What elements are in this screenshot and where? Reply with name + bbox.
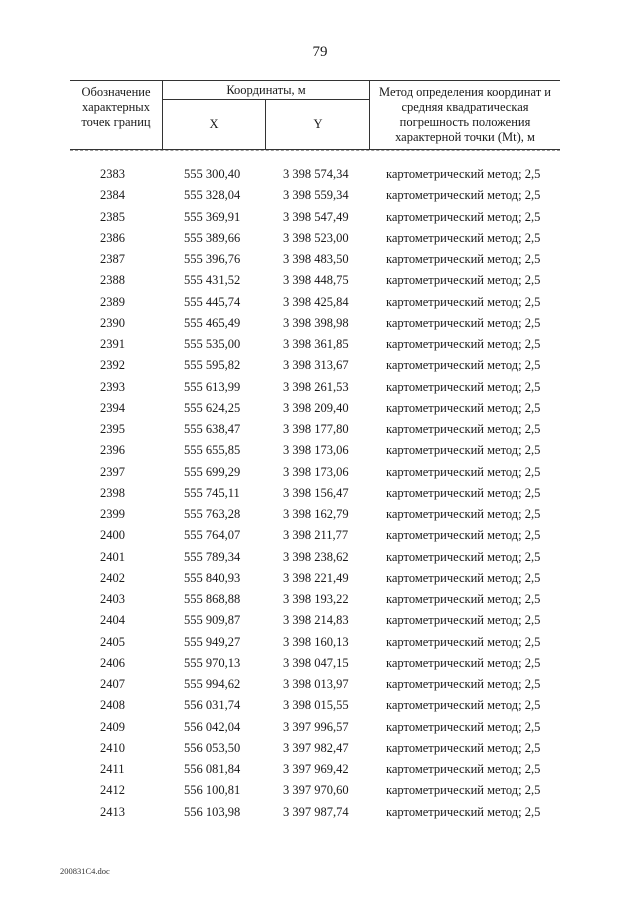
coord-x: 555 994,62 <box>184 677 241 691</box>
table-row <box>70 313 570 334</box>
coord-x: 555 431,52 <box>184 273 241 288</box>
coord-y: 3 398 398,98 <box>283 315 349 330</box>
point-number: 2409 <box>100 719 125 734</box>
point-number: 2397 <box>100 464 125 479</box>
table-row <box>70 504 570 525</box>
method-text: картометрический метод; 2,5 <box>386 634 541 649</box>
point-number: 2383 <box>100 167 125 181</box>
method-text: картометрический метод; 2,5 <box>386 485 541 500</box>
header-y-label: Y <box>313 117 323 131</box>
point-number: 2387 <box>100 252 125 266</box>
method-text: картометрический метод; 2,5 <box>386 677 541 691</box>
method-text: картометрический метод; 2,5 <box>386 315 541 330</box>
table-row <box>70 440 570 461</box>
coord-y: 3 398 574,34 <box>283 167 349 181</box>
coord-y: 3 398 211,77 <box>283 528 349 543</box>
point-number: 2413 <box>100 804 125 819</box>
table-row <box>70 270 570 291</box>
coord-x: 555 638,47 <box>184 422 241 436</box>
coord-y: 3 397 982,47 <box>283 740 349 755</box>
table-row <box>70 738 570 759</box>
coord-x: 555 909,87 <box>184 613 241 628</box>
method-text: картометрический метод; 2,5 <box>386 570 541 585</box>
table-row <box>70 207 570 228</box>
point-number: 2403 <box>100 592 125 606</box>
coord-y: 3 398 193,22 <box>283 592 349 606</box>
header-coords-group <box>162 81 370 149</box>
coord-x: 555 789,34 <box>184 549 241 564</box>
method-text: картометрический метод; 2,5 <box>386 230 541 245</box>
method-text: картометрический метод; 2,5 <box>386 804 541 819</box>
point-number: 2412 <box>100 783 125 798</box>
coord-x: 555 624,25 <box>184 400 241 415</box>
coord-x: 556 042,04 <box>184 719 241 734</box>
method-text: картометрический метод; 2,5 <box>386 762 541 776</box>
header-divider <box>70 150 560 151</box>
table-row <box>70 547 570 568</box>
table-row <box>70 334 570 355</box>
method-text: картометрический метод; 2,5 <box>386 592 541 606</box>
coord-y: 3 397 969,42 <box>283 762 349 776</box>
method-text: картометрический метод; 2,5 <box>386 740 541 755</box>
method-text: картометрический метод; 2,5 <box>386 507 541 521</box>
coord-x: 555 465,49 <box>184 315 241 330</box>
point-number: 2407 <box>100 677 125 691</box>
table-row <box>70 780 570 801</box>
coord-x: 555 763,28 <box>184 507 241 521</box>
table-row <box>70 355 570 376</box>
point-number: 2400 <box>100 528 125 543</box>
coord-y: 3 398 209,40 <box>283 400 349 415</box>
table-row <box>70 632 570 653</box>
method-text: картометрический метод; 2,5 <box>386 655 541 670</box>
coord-y: 3 397 987,74 <box>283 804 349 819</box>
coord-x: 555 949,27 <box>184 634 241 649</box>
point-number: 2396 <box>100 443 125 458</box>
method-text: картометрический метод; 2,5 <box>386 209 541 224</box>
method-text: картометрический метод; 2,5 <box>386 528 541 543</box>
point-number: 2393 <box>100 379 125 394</box>
point-number: 2385 <box>100 209 125 224</box>
coord-x: 555 699,29 <box>184 464 241 479</box>
coord-y: 3 398 221,49 <box>283 570 349 585</box>
coord-y: 3 398 173,06 <box>283 464 349 479</box>
method-text: картометрический метод; 2,5 <box>386 167 541 181</box>
table-row <box>70 164 570 185</box>
point-number: 2408 <box>100 698 125 713</box>
point-number: 2411 <box>100 762 125 776</box>
coord-x: 555 535,00 <box>184 337 241 351</box>
point-number: 2399 <box>100 507 125 521</box>
coord-y: 3 397 996,57 <box>283 719 349 734</box>
table-row <box>70 185 570 206</box>
method-text: картометрический метод; 2,5 <box>386 613 541 628</box>
table-row <box>70 568 570 589</box>
point-number: 2390 <box>100 315 125 330</box>
coord-y: 3 398 177,80 <box>283 422 349 436</box>
table-row <box>70 759 570 780</box>
table-row <box>70 462 570 483</box>
table-row <box>70 249 570 270</box>
table-row <box>70 377 570 398</box>
coord-y: 3 398 361,85 <box>283 337 349 351</box>
method-text: картометрический метод; 2,5 <box>386 719 541 734</box>
coord-x: 555 595,82 <box>184 358 241 373</box>
coord-x: 555 396,76 <box>184 252 241 266</box>
method-text: картометрический метод; 2,5 <box>386 443 541 458</box>
coord-x: 556 053,50 <box>184 740 241 755</box>
coord-y: 3 398 214,83 <box>283 613 349 628</box>
coord-y: 3 397 970,60 <box>283 783 349 798</box>
coord-y: 3 398 261,53 <box>283 379 349 394</box>
coord-x: 555 840,93 <box>184 570 241 585</box>
table-row <box>70 717 570 738</box>
point-number: 2386 <box>100 230 125 245</box>
coord-x: 555 613,99 <box>184 379 241 394</box>
table-row <box>70 589 570 610</box>
coord-y: 3 398 547,49 <box>283 209 349 224</box>
point-number: 2388 <box>100 273 125 288</box>
method-text: картометрический метод; 2,5 <box>386 188 541 203</box>
footer-filename: 200831C4.doc <box>60 866 110 876</box>
table-row <box>70 292 570 313</box>
coord-y: 3 398 173,06 <box>283 443 349 458</box>
coord-x: 555 970,13 <box>184 655 241 670</box>
table-row <box>70 483 570 504</box>
coord-y: 3 398 559,34 <box>283 188 349 203</box>
point-number: 2392 <box>100 358 125 373</box>
coord-x: 555 328,04 <box>184 188 241 203</box>
coord-y: 3 398 160,13 <box>283 634 349 649</box>
header-mark-label: Обозначение характерных точек границ <box>81 85 151 129</box>
table-row <box>70 419 570 440</box>
coord-x: 556 031,74 <box>184 698 241 713</box>
coord-y: 3 398 015,55 <box>283 698 349 713</box>
method-text: картометрический метод; 2,5 <box>386 400 541 415</box>
table-row <box>70 802 570 823</box>
table-row <box>70 398 570 419</box>
method-text: картометрический метод; 2,5 <box>386 252 541 266</box>
coord-y: 3 398 047,15 <box>283 655 349 670</box>
coord-y: 3 398 313,67 <box>283 358 349 373</box>
table-row <box>70 610 570 631</box>
point-number: 2394 <box>100 400 125 415</box>
table-row <box>70 695 570 716</box>
table-row <box>70 674 570 695</box>
coord-x: 555 764,07 <box>184 528 241 543</box>
point-number: 2384 <box>100 188 125 203</box>
method-text: картометрический метод; 2,5 <box>386 358 541 373</box>
coord-x: 555 300,40 <box>184 167 241 181</box>
coord-x: 555 369,91 <box>184 209 241 224</box>
point-number: 2401 <box>100 549 125 564</box>
method-text: картометрический метод; 2,5 <box>386 379 541 394</box>
method-text: картометрический метод; 2,5 <box>386 698 541 713</box>
point-number: 2410 <box>100 740 125 755</box>
page-number: 79 <box>312 44 328 60</box>
coord-x: 556 100,81 <box>184 783 241 798</box>
point-number: 2404 <box>100 613 125 628</box>
table-body <box>70 164 570 823</box>
point-number: 2405 <box>100 634 125 649</box>
coord-y: 3 398 013,97 <box>283 677 349 691</box>
table-row <box>70 653 570 674</box>
point-number: 2398 <box>100 485 125 500</box>
table-header <box>70 80 560 150</box>
method-text: картометрический метод; 2,5 <box>386 337 541 351</box>
point-number: 2395 <box>100 422 125 436</box>
coord-y: 3 398 162,79 <box>283 507 349 521</box>
method-text: картометрический метод; 2,5 <box>386 549 541 564</box>
coord-y: 3 398 523,00 <box>283 230 349 245</box>
method-text: картометрический метод; 2,5 <box>386 422 541 436</box>
method-text: картометрический метод; 2,5 <box>386 783 541 798</box>
point-number: 2406 <box>100 655 125 670</box>
method-text: картометрический метод; 2,5 <box>386 294 541 309</box>
coord-x: 555 655,85 <box>184 443 241 458</box>
table-row <box>70 228 570 249</box>
coord-y: 3 398 483,50 <box>283 252 349 266</box>
header-x-label: X <box>163 100 266 149</box>
coord-y: 3 398 156,47 <box>283 485 349 500</box>
coord-x: 555 868,88 <box>184 592 241 606</box>
coord-y: 3 398 238,62 <box>283 549 349 564</box>
coord-x: 555 389,66 <box>184 230 241 245</box>
coord-x: 556 103,98 <box>184 804 241 819</box>
coord-y: 3 398 448,75 <box>283 273 349 288</box>
point-number: 2389 <box>100 294 125 309</box>
header-method-label: Метод определения координат и средняя квадратическая погрешность положения характерной точки (Mt), м <box>379 85 551 144</box>
point-number: 2391 <box>100 337 125 351</box>
method-text: картометрический метод; 2,5 <box>386 464 541 479</box>
coord-y: 3 398 425,84 <box>283 294 349 309</box>
point-number: 2402 <box>100 570 125 585</box>
table-row <box>70 525 570 546</box>
coord-x: 555 445,74 <box>184 294 241 309</box>
coord-x: 555 745,11 <box>184 485 240 500</box>
coord-x: 556 081,84 <box>184 762 241 776</box>
header-coords-label: Координаты, м <box>163 81 369 100</box>
method-text: картометрический метод; 2,5 <box>386 273 541 288</box>
